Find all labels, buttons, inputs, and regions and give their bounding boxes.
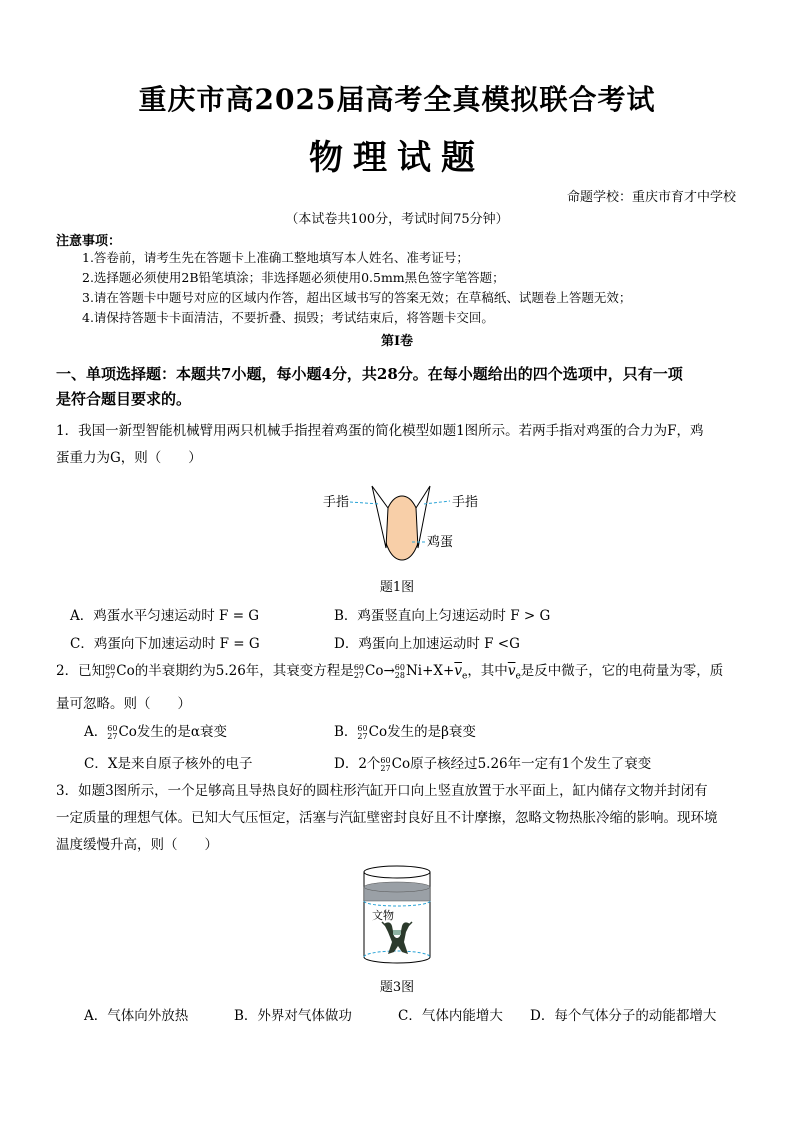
q2-prefix: 2．已知 xyxy=(56,663,106,679)
section-heading xyxy=(56,362,746,412)
q2-option-d[interactable]: D．2个 60 27 Co原子核经过5.26年一定有1个发生了衰变 xyxy=(334,755,652,773)
figure-1-caption: 题1图 xyxy=(379,580,415,595)
q2-text-3: ，其中 xyxy=(467,663,508,679)
question-line: 一定质量的理想气体。已知大气压恒定，活塞与汽缸壁密封良好且不计摩擦，忽略文物热胀冷缩的影响。现环境 xyxy=(56,810,718,826)
notice-item: 3.请在答题卡中题号对应的区域内作答，超出区域书写的答案无效；在草稿纸、试题卷上答题无效； xyxy=(82,290,632,305)
artifact-icon xyxy=(382,922,412,954)
arrow-symbol: → xyxy=(383,663,395,679)
subject-title: 物理试题 xyxy=(309,138,485,178)
question-line: 1．我国一新型智能机械臂用两只机械手指捏着鸡蛋的简化模型如题1图所示。若两手指对鸡蛋的合力为F，鸡 xyxy=(56,423,704,439)
q3-option-b[interactable]: B．外界对气体做功 xyxy=(234,1008,352,1024)
co-atomic-number: 27 xyxy=(105,670,116,680)
fig-label-finger-left: 手指 xyxy=(323,495,350,510)
section-heading-line: 是符合题目要求的。 xyxy=(56,390,192,408)
antineutrino-sub: e xyxy=(461,671,468,682)
co-symbol: Co xyxy=(116,663,135,679)
q2-text-4: 是反中微子，它的电荷量为零，质 xyxy=(520,663,724,679)
volume-heading: 第Ⅰ卷 xyxy=(380,334,414,349)
ni-symbol: Ni xyxy=(405,663,423,679)
fig-label-egg: 鸡蛋 xyxy=(427,535,454,550)
q2-text-2: +X+ xyxy=(422,663,455,679)
q1-option-c[interactable]: C．鸡蛋向下加速运动时 F = G xyxy=(70,636,260,652)
fig-label-artifact: 文物 xyxy=(372,909,394,922)
q1-option-b[interactable]: B．鸡蛋竖直向上匀速运动时 F > G xyxy=(334,608,551,624)
co-symbol: Co xyxy=(365,663,384,679)
question-line xyxy=(56,658,746,691)
egg-shape xyxy=(384,496,420,560)
co-atomic-number: 27 xyxy=(353,670,364,680)
question-2-stem xyxy=(56,658,746,718)
co-mass-number: 60 xyxy=(105,662,116,672)
notice-item: 1.答卷前，请考生先在答题卡上准确工整地填写本人姓名、准考证号； xyxy=(82,250,469,265)
question-line: 蛋重力为G，则（ ） xyxy=(56,450,202,466)
section-heading-line: 一、单项选择题：本题共7小题，每小题4分，共28分。在每小题给出的四个选项中，只有一项 xyxy=(56,365,683,383)
setter-school: 命题学校：重庆市育才中学校 xyxy=(566,190,736,205)
egg-fingers-figure xyxy=(300,478,500,578)
notice-item: 2.选择题必须使用2B铅笔填涂；非选择题必须使用0.5mm黑色签字笔答题； xyxy=(82,270,505,285)
notice-heading: 注意事项： xyxy=(56,234,122,249)
co-mass-number: 60 xyxy=(353,662,364,672)
exam-info: （本试卷共100分，考试时间75分钟） xyxy=(285,212,509,227)
cylinder-top xyxy=(364,866,430,878)
q2-option-b[interactable]: B． 60 27 Co发生的是β衰变 xyxy=(334,723,476,741)
q2-option-a[interactable]: A． 60 27 Co发生的是α衰变 xyxy=(84,723,228,741)
ni-mass-number: 60 xyxy=(394,662,405,672)
figure-3-caption: 题3图 xyxy=(379,980,415,995)
q2-text-1: 的半衰期约为5.26年，其衰变方程是 xyxy=(134,663,354,679)
q3-option-a[interactable]: A．气体向外放热 xyxy=(84,1008,189,1024)
antineutrino-sub: e xyxy=(515,671,521,682)
q1-option-d[interactable]: D．鸡蛋向上加速运动时 F <G xyxy=(334,636,520,652)
question-1-stem xyxy=(56,418,746,472)
antineutrino-symbol: $\overline{v}$ xyxy=(507,663,516,679)
question-line: 量可忽略。则（ ） xyxy=(56,695,191,712)
q3-option-d[interactable]: D．每个气体分子的动能都增大 xyxy=(530,1008,717,1024)
exam-title: 重庆市高2025届高考全真模拟联合考试 xyxy=(138,83,656,116)
notice-item: 4.请保持答题卡卡面清洁，不要折叠、损毁；考试结束后，将答题卡交回。 xyxy=(82,310,494,325)
question-3-stem xyxy=(56,778,746,859)
question-line: 温度缓慢升高，则（ ） xyxy=(56,837,218,853)
ni-atomic-number: 28 xyxy=(394,670,405,680)
q3-option-c[interactable]: C．气体内能增大 xyxy=(398,1008,503,1024)
fig-label-finger-right: 手指 xyxy=(452,495,479,510)
question-line: 3．如题3图所示，一个足够高且导热良好的圆柱形汽缸开口向上竖直放置于水平面上，缸内储存文物并封闭有 xyxy=(56,783,708,799)
cylinder-figure xyxy=(352,862,442,972)
left-finger-shape xyxy=(372,486,388,548)
antineutrino-symbol: $\overline{v}$ xyxy=(454,663,462,679)
q1-option-a[interactable]: A．鸡蛋水平匀速运动时 F = G xyxy=(70,608,260,624)
q2-option-c[interactable]: C．X是来自原子核外的电子 xyxy=(84,756,253,772)
